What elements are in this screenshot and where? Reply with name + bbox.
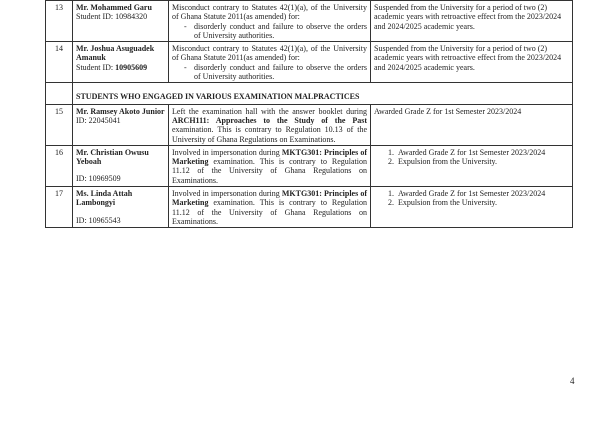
offence-text: Misconduct contrary to Statutes 42(1)(a), of the University of Ghana Statute 2011(as amended) for: [172, 44, 367, 63]
section-row [46, 83, 573, 104]
row-number: 15 [46, 104, 73, 145]
offence-item: - disorderly conduct and failure to observe the orders of University authorities. [184, 63, 367, 82]
offence-cell: Involved in impersonation during MKTG301: Principles of Marketing examination. This is contrary to Regulation 11.12 of the University of Ghana Regulations on Examinations. [169, 145, 371, 186]
student-id: Student ID: 10984320 [76, 12, 148, 22]
row-number: 17 [46, 187, 73, 228]
row-number: 14 [46, 42, 73, 83]
offence-text: Misconduct contrary to Statutes 42(1)(a), of the University of Ghana Statute 2011(as amended) for: [172, 3, 367, 22]
student-name: Mr. Joshua Asuguadek Amanuk [76, 44, 155, 63]
table-row [46, 145, 573, 186]
penalty-item: 1. Awarded Grade Z for 1st Semester 2023/2024 [396, 189, 569, 198]
student-id: ID: 22045041 [76, 115, 121, 125]
disciplinary-table [45, 0, 573, 228]
row-number: 16 [46, 145, 73, 186]
student-name: Ms. Linda Attah Lambongyi [76, 189, 133, 208]
offence-cell: Left the examination hall with the answer booklet during ARCH111: Approaches to the Study of the Past examination. This is contrary to Regulation 10.13 of the University of Ghana Regulations on Examinations. [169, 104, 371, 145]
penalty-cell: Suspended from the University for a period of two (2) academic years with retroactive effect from the 2023/2024 and 2024/2025 academic years. [371, 1, 573, 42]
offence-cell [169, 42, 371, 83]
penalty-item: 2. Expulsion from the University. [396, 157, 569, 166]
student-cell [73, 42, 169, 83]
table-row [46, 104, 573, 145]
penalty-cell: Awarded Grade Z for 1st Semester 2023/2024 [371, 104, 573, 145]
penalty-cell: Suspended from the University for a period of two (2) academic years with retroactive effect from the 2023/2024 and 2024/2025 academic years. [371, 42, 573, 83]
student-id: ID: 10969509 [76, 174, 121, 184]
page-number: 4 [570, 376, 575, 386]
offence-item: - disorderly conduct and failure to observe the orders of University authorities. [184, 22, 367, 41]
student-name: Mr. Ramsey Akoto Junior [76, 106, 165, 116]
student-name: Mr. Christian Owusu Yeboah [76, 147, 149, 167]
section-heading: STUDENTS WHO ENGAGED IN VARIOUS EXAMINATION MALPRACTICES [73, 83, 573, 104]
student-cell [73, 187, 169, 228]
penalty-list [374, 189, 569, 208]
course-name: MKTG301: Principles of Marketing [172, 189, 367, 208]
student-cell [73, 1, 169, 42]
course-name: ARCH111: Approaches to the Study of the Past [172, 115, 367, 125]
offence-cell [169, 1, 371, 42]
student-cell [73, 145, 169, 186]
penalty-list [374, 148, 569, 167]
table-row [46, 187, 573, 228]
row-number: 13 [46, 1, 73, 42]
course-name: MKTG301: Principles of Marketing [172, 147, 367, 167]
table-row [46, 42, 573, 83]
student-cell [73, 104, 169, 145]
penalty-cell [371, 187, 573, 228]
student-name: Mr. Mohammed Garu [76, 3, 152, 12]
offence-cell: Involved in impersonation during MKTG301: Principles of Marketing examination. This is contrary to Regulation 11.12 of the University of Ghana Regulations on Examinations. [169, 187, 371, 228]
penalty-item: 1. Awarded Grade Z for 1st Semester 2023/2024 [396, 148, 569, 157]
penalty-item: 2. Expulsion from the University. [396, 198, 569, 207]
penalty-cell [371, 145, 573, 186]
table-row [46, 1, 573, 42]
student-id: ID: 10965543 [76, 215, 121, 225]
student-id: Student ID: 10905609 [76, 62, 148, 72]
